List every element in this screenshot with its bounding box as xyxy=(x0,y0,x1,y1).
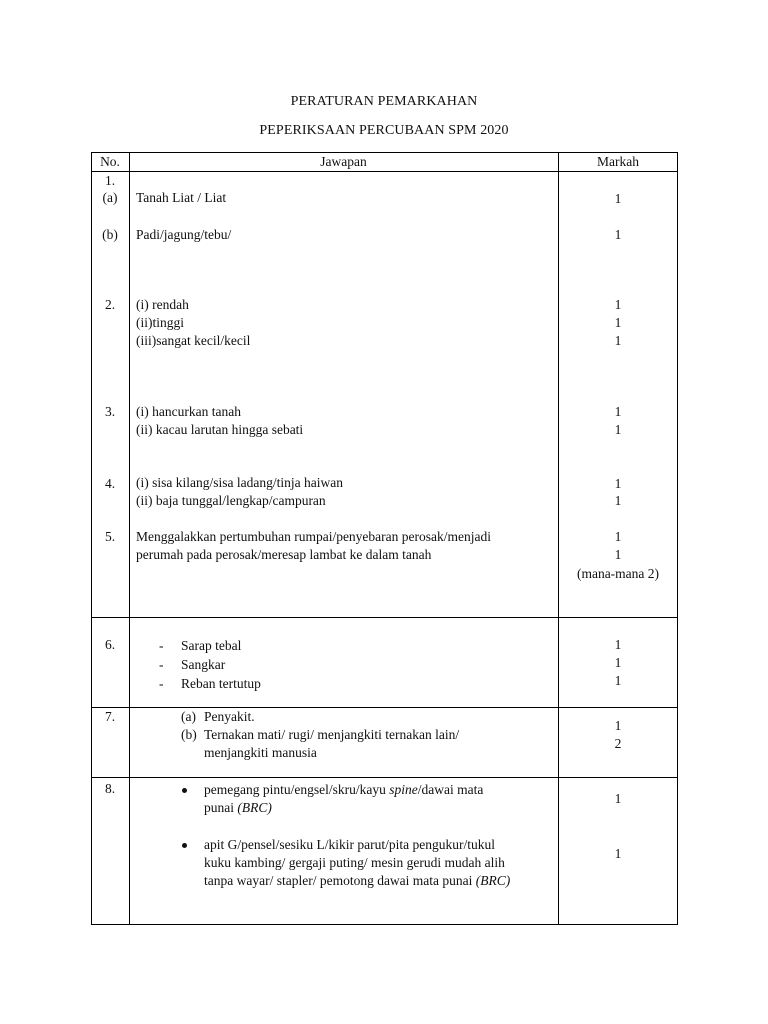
question-number: 2. xyxy=(104,297,116,312)
mark-value: 1 xyxy=(614,637,622,652)
answer-text: Menggalakkan pertumbuhan rumpai/penyebaran perosak/menjadi xyxy=(136,529,492,544)
answer-text: Padi/jagung/tebu/ xyxy=(136,227,232,242)
answer-item: Sangkar xyxy=(181,657,226,672)
dash-marker: - xyxy=(159,676,164,691)
question-number: 8. xyxy=(104,781,116,796)
mark-value: 1 xyxy=(614,315,622,330)
mark-value: 2 xyxy=(614,736,622,751)
answer-item: Sarap tebal xyxy=(181,638,242,653)
sub-label: (a) xyxy=(102,190,118,205)
mark-value: 1 xyxy=(614,673,622,688)
answer-text: Ternakan mati/ rugi/ menjangkiti ternakan lain/ xyxy=(204,727,460,742)
mark-value: 1 xyxy=(614,333,622,348)
answer-text: (i) hancurkan tanah xyxy=(136,404,241,419)
mark-value: 1 xyxy=(614,655,622,670)
answer-text: apit G/pensel/sesiku L/kikir parut/pita pengukur/tukul xyxy=(204,837,495,852)
answer-text: tanpa wayar/ stapler/ pemotong dawai mata punai (BRC) xyxy=(204,873,511,888)
question-number: 6. xyxy=(104,637,116,652)
mark-value: 1 xyxy=(614,547,622,562)
bullet-icon xyxy=(182,843,187,848)
sub-label: (a) xyxy=(181,709,196,724)
table-border-right xyxy=(677,152,678,925)
header-divider xyxy=(91,171,678,172)
row-divider xyxy=(91,707,678,708)
question-number: 4. xyxy=(104,476,116,491)
answer-text: pemegang pintu/engsel/skru/kayu spine/dawai mata xyxy=(204,782,484,797)
dash-marker: - xyxy=(159,657,164,672)
question-number: 5. xyxy=(104,529,116,544)
document-subtitle: PEPERIKSAAN PERCUBAAN SPM 2020 xyxy=(259,123,509,138)
dash-marker: - xyxy=(159,638,164,653)
sub-label: (b) xyxy=(102,227,118,242)
mark-value: 1 xyxy=(614,846,622,861)
answer-text: kuku kambing/ gergaji puting/ mesin gerudi mudah alih xyxy=(204,855,505,870)
table-border-bottom xyxy=(91,924,678,925)
answer-text: (i) rendah xyxy=(136,297,189,312)
header-markah: Markah xyxy=(597,154,639,169)
answer-text: (iii)sangat kecil/kecil xyxy=(136,333,251,348)
sub-label: (b) xyxy=(181,727,197,742)
answer-text: Tanah Liat / Liat xyxy=(136,190,227,205)
document-title: PERATURAN PEMARKAHAN xyxy=(290,94,478,109)
mark-value: 1 xyxy=(614,404,622,419)
answer-text: (ii) kacau larutan hingga sebati xyxy=(136,422,304,437)
question-number: 1. xyxy=(104,173,116,188)
answer-text: menjangkiti manusia xyxy=(204,745,317,760)
answer-text: Penyakit. xyxy=(204,709,255,724)
mark-value: 1 xyxy=(614,227,622,242)
header-jawapan: Jawapan xyxy=(320,154,367,169)
mark-note: (mana-mana 2) xyxy=(576,566,660,581)
answer-text: (ii)tinggi xyxy=(136,315,184,330)
row-divider xyxy=(91,617,678,618)
answer-text: (ii) baja tunggal/lengkap/campuran xyxy=(136,493,326,508)
bullet-icon xyxy=(182,788,187,793)
mark-value: 1 xyxy=(614,476,622,491)
answer-text: perumah pada perosak/meresap lambat ke dalam tanah xyxy=(136,547,432,562)
mark-value: 1 xyxy=(614,529,622,544)
answer-item: Reban tertutup xyxy=(181,676,261,691)
answer-text: punai (BRC) xyxy=(204,800,272,815)
question-number: 7. xyxy=(104,709,116,724)
mark-value: 1 xyxy=(614,297,622,312)
mark-value: 1 xyxy=(614,191,622,206)
header-no: No. xyxy=(100,154,120,169)
question-number: 3. xyxy=(104,404,116,419)
row-divider xyxy=(91,777,678,778)
mark-value: 1 xyxy=(614,718,622,733)
answer-text: (i) sisa kilang/sisa ladang/tinja haiwan xyxy=(136,475,343,490)
mark-value: 1 xyxy=(614,493,622,508)
mark-value: 1 xyxy=(614,422,622,437)
mark-value: 1 xyxy=(614,791,622,806)
